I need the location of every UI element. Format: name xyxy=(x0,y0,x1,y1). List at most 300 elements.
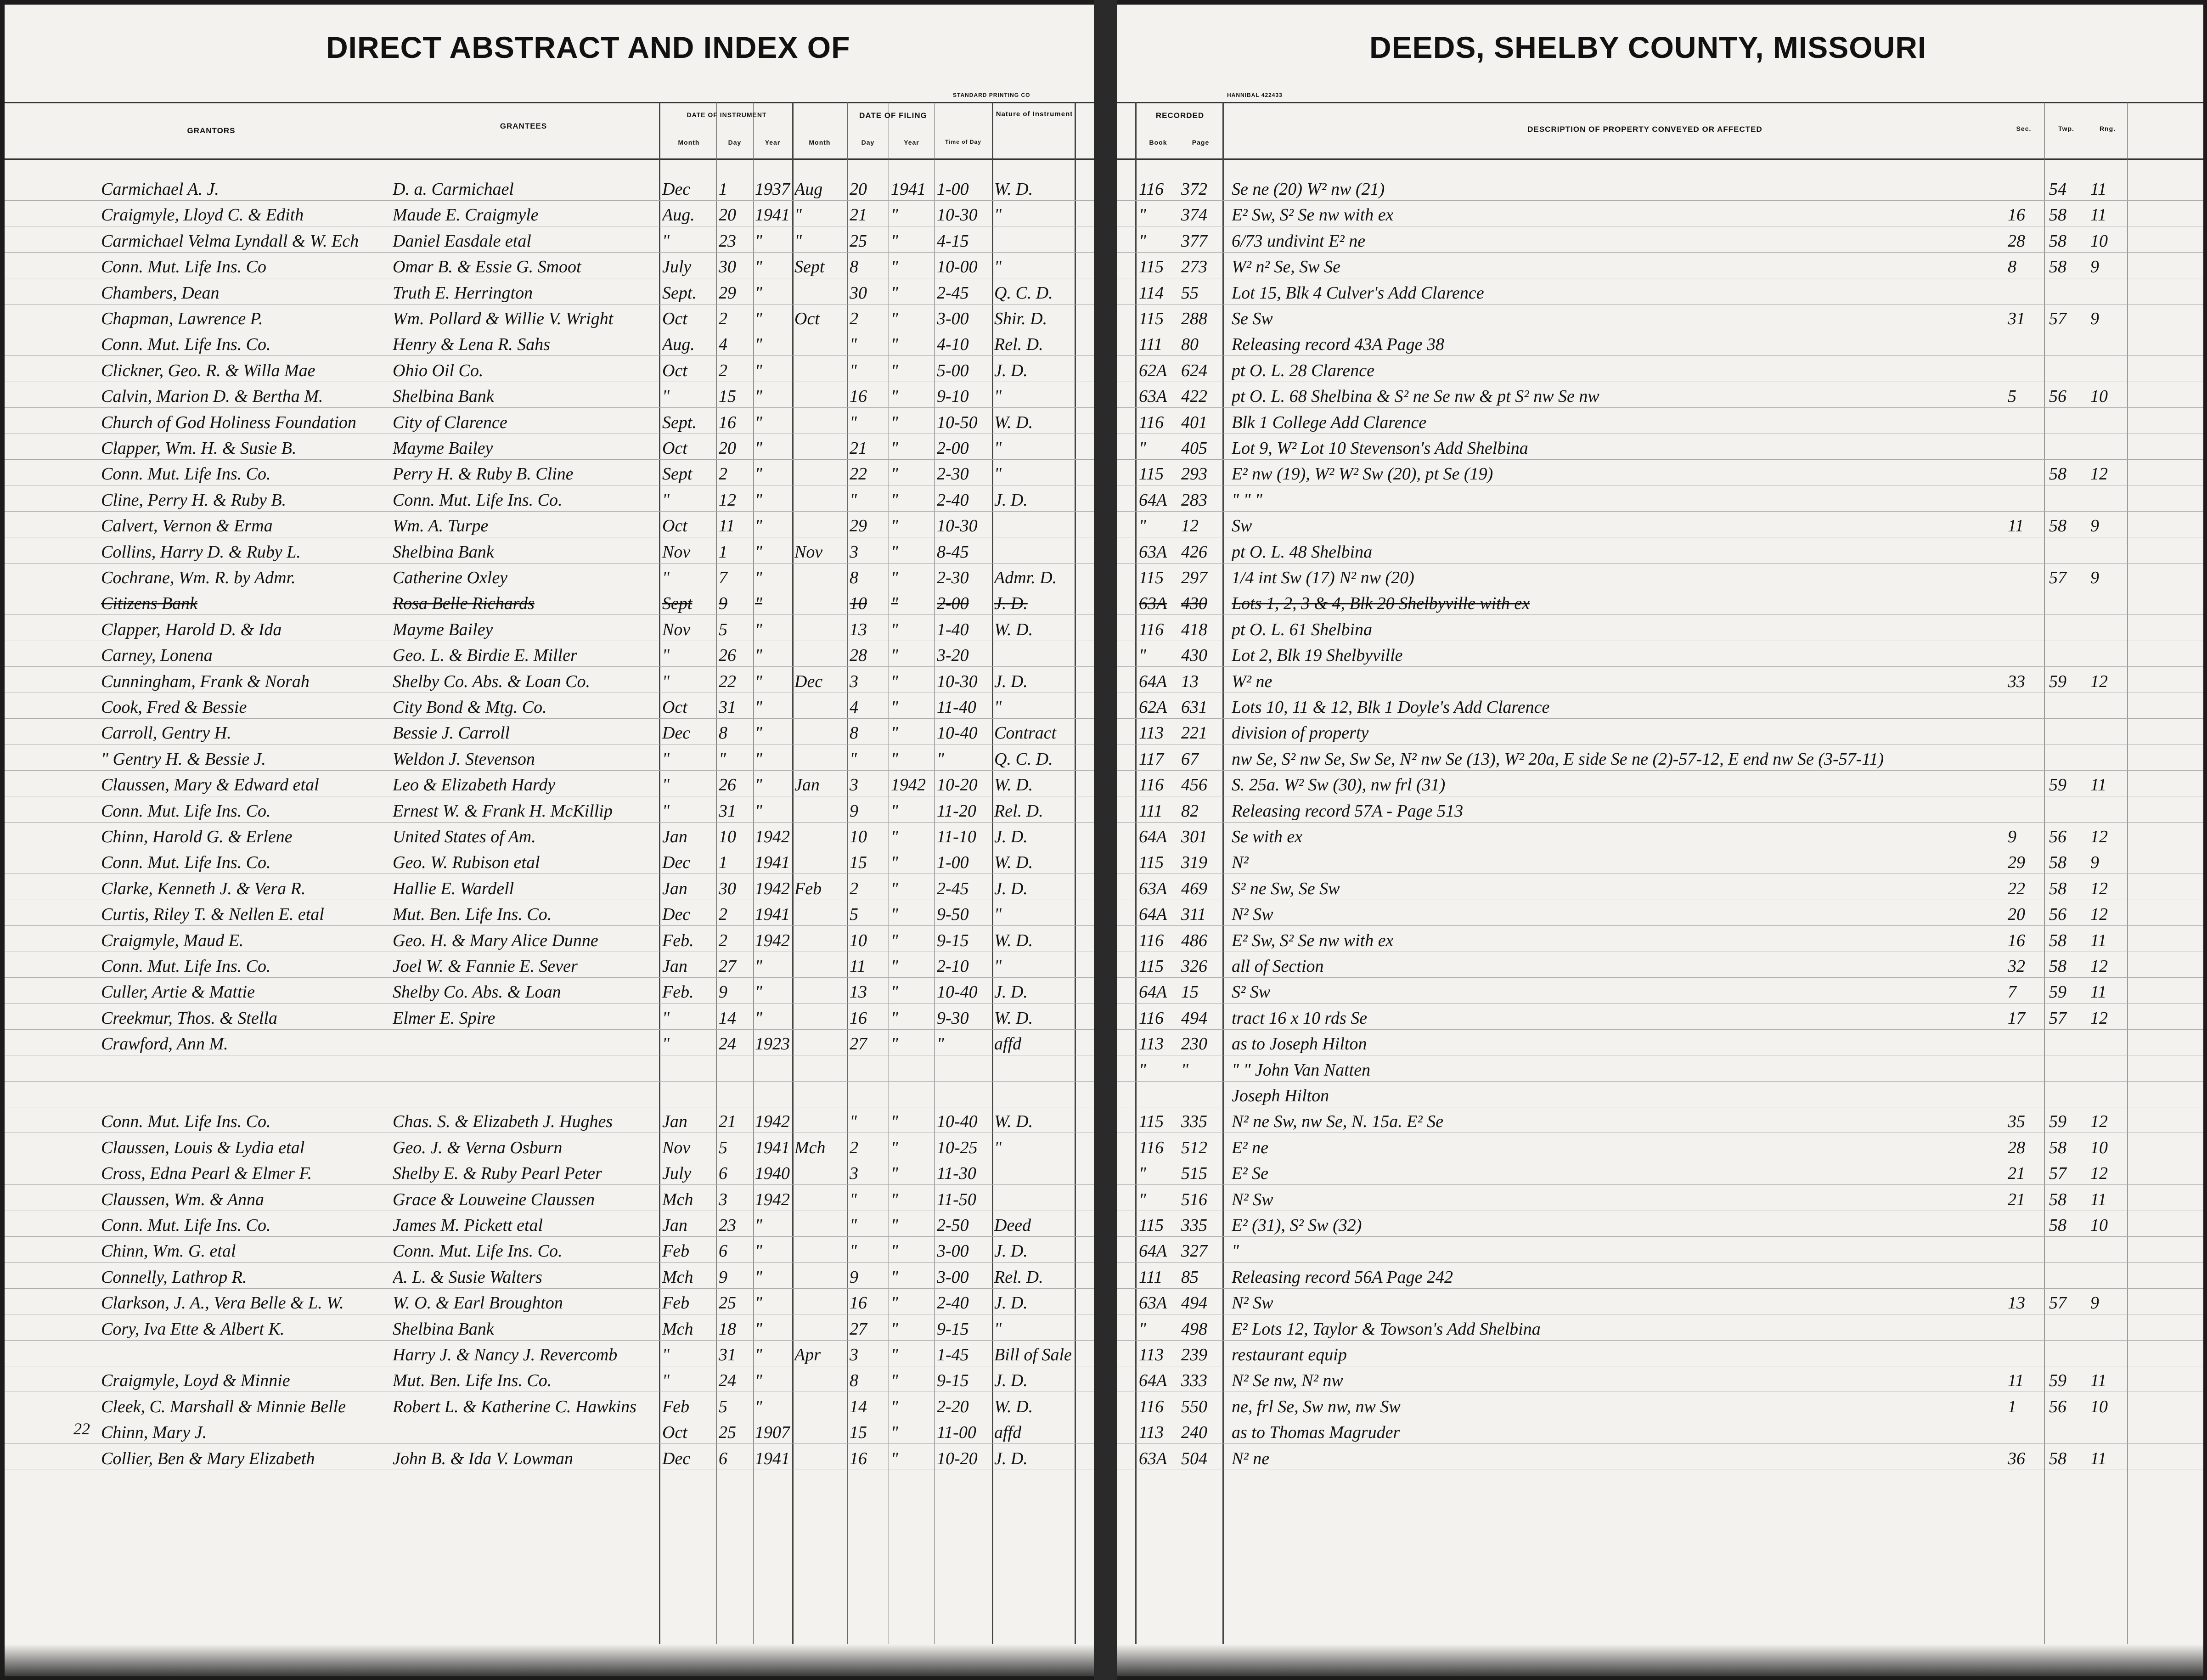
filing-day-cell-text: 4 xyxy=(850,698,858,717)
instrument-year-cell xyxy=(755,1111,792,1132)
sec-cell-text: 28 xyxy=(2008,1138,2025,1157)
instrument-month-cell-text: " xyxy=(662,775,670,795)
grantor-cell-text: Conn. Mut. Life Ins. Co. xyxy=(101,1216,271,1235)
instrument-month-cell xyxy=(662,593,715,614)
page-cell xyxy=(1181,1293,1222,1313)
instrument-year-cell-text: " xyxy=(755,568,762,587)
page-cell xyxy=(1181,1422,1222,1443)
instrument-year-cell-text: " xyxy=(755,335,762,355)
sec-cell-text: 7 xyxy=(2008,982,2016,1002)
grantor-cell xyxy=(101,542,386,562)
sec-cell xyxy=(2008,852,2042,873)
instrument-month-cell xyxy=(662,464,715,484)
row-rule xyxy=(1117,459,2203,460)
nature-cell-text: Bill of Sale xyxy=(994,1345,1072,1364)
page-cell-text: 550 xyxy=(1181,1397,1207,1416)
instrument-day-cell-text: 12 xyxy=(719,490,736,510)
time-cell xyxy=(937,1422,991,1443)
filing-year-cell xyxy=(891,231,933,251)
time-cell xyxy=(937,1163,991,1184)
book-cell-text: 64A xyxy=(1139,1241,1167,1261)
filing-month-cell xyxy=(794,879,846,899)
filing-day-cell xyxy=(850,542,887,562)
page-cell-text: 82 xyxy=(1181,801,1199,821)
book-cell xyxy=(1139,697,1178,717)
grantee-cell xyxy=(393,1267,657,1287)
instrument-month-cell-text: " xyxy=(662,801,670,821)
grantor-cell-text: Clarkson, J. A., Vera Belle & L. W. xyxy=(101,1293,344,1313)
instrument-month-cell xyxy=(662,257,715,277)
book-cell xyxy=(1139,1034,1178,1054)
instrument-day-cell-text: 7 xyxy=(719,568,727,587)
grantor-cell-text: Cory, Iva Ette & Albert K. xyxy=(101,1319,285,1339)
filing-day-cell-text: 13 xyxy=(850,982,867,1002)
nature-cell-text: " xyxy=(994,905,1002,925)
filing-month-cell-text: Mch xyxy=(794,1138,826,1157)
page-cell xyxy=(1181,1008,1222,1028)
grantee-cell xyxy=(393,334,657,355)
filing-day-cell xyxy=(850,1449,887,1469)
page-cell-text: 67 xyxy=(1181,749,1199,769)
nature-cell-text: " xyxy=(994,1138,1002,1157)
grantee-cell-text: Mayme Bailey xyxy=(393,439,493,458)
grantee-cell-text: A. L. & Susie Walters xyxy=(393,1267,542,1287)
grantee-cell-text: Shelby Co. Abs. & Loan Co. xyxy=(393,671,590,691)
book-cell-text: 115 xyxy=(1139,1216,1164,1235)
grantee-cell-text: Shelbina Bank xyxy=(393,387,494,406)
sec-cell xyxy=(2008,1111,2042,1132)
filing-month-cell-text: Aug xyxy=(794,180,823,199)
nature-cell-text: Rel. D. xyxy=(994,335,1043,355)
time-cell xyxy=(937,852,991,873)
time-cell xyxy=(937,283,991,303)
nature-cell-text: J. D. xyxy=(994,1241,1028,1261)
sec-cell xyxy=(2008,1449,2042,1469)
grantee-cell-text: City of Clarence xyxy=(393,412,507,432)
instrument-year-cell-text: " xyxy=(755,1293,762,1313)
time-cell xyxy=(937,697,991,717)
description-cell-text: N² xyxy=(1232,853,1249,873)
filing-day-cell-text: 27 xyxy=(850,1034,867,1054)
time-cell-text: 11-20 xyxy=(937,801,976,821)
filing-year-cell xyxy=(891,1319,933,1339)
filing-day-cell-text: " xyxy=(850,1241,857,1261)
instrument-month-cell-text: Feb. xyxy=(662,982,694,1002)
nature-cell xyxy=(994,309,1073,329)
sec-cell-text: 31 xyxy=(2008,309,2025,328)
time-cell xyxy=(937,1111,991,1132)
description-cell xyxy=(1232,516,2031,536)
row-rule xyxy=(1117,822,2203,823)
nature-cell-text: " xyxy=(994,698,1002,717)
left-ledger-row xyxy=(5,564,1094,590)
description-cell xyxy=(1232,542,2031,562)
filing-day-cell-text: 3 xyxy=(850,671,858,691)
instrument-year-cell-text: 1937 xyxy=(755,180,790,199)
instrument-year-cell-text: 1942 xyxy=(755,1112,790,1132)
right-ledger-row xyxy=(1117,693,2203,719)
page-cell-text: 326 xyxy=(1181,957,1207,976)
row-rule xyxy=(5,770,1094,771)
nature-cell xyxy=(994,1215,1073,1235)
rng-cell xyxy=(2090,1190,2125,1210)
instrument-month-cell-text: Feb. xyxy=(662,930,694,950)
left-ledger-row xyxy=(5,1315,1094,1341)
grantee-cell-text: Chas. S. & Elizabeth J. Hughes xyxy=(393,1112,613,1132)
sec-cell xyxy=(2008,1397,2042,1417)
grantor-cell-text: Conn. Mut. Life Ins. Co. xyxy=(101,1112,271,1132)
instrument-year-cell xyxy=(755,205,792,225)
filing-day-cell xyxy=(850,827,887,847)
rng-cell xyxy=(2090,231,2125,251)
grantee-cell-text: Weldon J. Stevenson xyxy=(393,749,535,769)
instrument-day-cell xyxy=(719,1422,752,1443)
instrument-day-cell xyxy=(719,1370,752,1391)
instrument-year-cell-text: " xyxy=(755,1371,762,1391)
filing-day-cell-text: 27 xyxy=(850,1319,867,1339)
book-cell xyxy=(1139,542,1178,562)
grantor-cell xyxy=(101,1215,386,1235)
twp-cell xyxy=(2049,309,2083,329)
instrument-month-cell-text: Feb xyxy=(662,1293,690,1313)
left-page xyxy=(5,5,1094,1676)
description-cell xyxy=(1232,749,2031,769)
instrument-month-cell-text: " xyxy=(662,568,670,587)
left-ledger-row xyxy=(5,978,1094,1004)
page-cell xyxy=(1181,412,1222,433)
nature-cell-text: affd xyxy=(994,1423,1022,1443)
twp-cell xyxy=(2049,516,2083,536)
time-cell-text: 11-10 xyxy=(937,827,976,846)
grantee-cell xyxy=(393,620,657,640)
book-cell-text: 63A xyxy=(1139,542,1167,562)
grantor-cell-text: Curtis, Riley T. & Nellen E. etal xyxy=(101,905,324,925)
page-cell-text: 418 xyxy=(1181,620,1207,639)
instrument-year-cell-text: 1941 xyxy=(755,205,790,225)
instrument-month-cell-text: Oct xyxy=(662,1423,687,1443)
right-ledger-row xyxy=(1117,538,2203,564)
book-cell xyxy=(1139,1370,1178,1391)
sec-cell xyxy=(2008,309,2042,329)
filing-year-cell xyxy=(891,1163,933,1184)
filing-year-cell xyxy=(891,1293,933,1313)
instrument-day-cell-text: 22 xyxy=(719,671,736,691)
row-rule xyxy=(1117,563,2203,564)
instrument-year-cell-text: 1942 xyxy=(755,930,790,950)
instrument-year-cell xyxy=(755,1034,792,1054)
page-cell xyxy=(1181,827,1222,847)
left-ledger-row xyxy=(5,1004,1094,1030)
page-edge xyxy=(1117,1644,2203,1676)
filing-day-cell-text: " xyxy=(850,1190,857,1209)
filing-day-cell xyxy=(850,179,887,199)
instrument-day-cell-text: 21 xyxy=(719,1112,736,1132)
description-cell-text: Releasing record 57A - Page 513 xyxy=(1232,801,1464,821)
right-ledger-row xyxy=(1117,1237,2203,1263)
instrument-day-cell xyxy=(719,852,752,873)
right-ledger-row xyxy=(1117,460,2203,486)
book-cell xyxy=(1139,1267,1178,1287)
page-cell xyxy=(1181,723,1222,743)
page-cell-text: 624 xyxy=(1181,361,1207,380)
nature-cell-text: " xyxy=(994,205,1002,225)
grantor-cell xyxy=(101,930,386,951)
grantee-cell xyxy=(393,309,657,329)
left-ledger-row xyxy=(5,1056,1094,1082)
grantee-cell xyxy=(393,257,657,277)
book-cell xyxy=(1139,1422,1178,1443)
instrument-month-cell xyxy=(662,827,715,847)
description-cell-text: restaurant equip xyxy=(1232,1345,1347,1364)
time-cell-text: 9-15 xyxy=(937,930,969,950)
left-ledger-row xyxy=(5,875,1094,901)
grantor-cell xyxy=(101,1267,386,1287)
time-cell-text: 2-40 xyxy=(937,490,969,510)
twp-cell xyxy=(2049,231,2083,251)
time-cell xyxy=(937,568,991,588)
description-cell xyxy=(1232,593,2031,614)
filing-day-cell xyxy=(850,1267,887,1287)
time-cell-text: 3-00 xyxy=(937,1241,969,1261)
filing-day-cell-text: " xyxy=(850,749,857,769)
nature-cell xyxy=(994,1422,1073,1443)
filing-year-cell xyxy=(891,1370,933,1391)
instrument-month-cell xyxy=(662,1111,715,1132)
description-cell-text: N² Sw xyxy=(1232,1293,1273,1313)
page-cell-text: 512 xyxy=(1181,1138,1207,1157)
left-page-title: DIRECT ABSTRACT AND INDEX OF xyxy=(326,30,850,64)
filing-day-cell-text: 10 xyxy=(850,594,867,614)
description-cell xyxy=(1232,1163,2031,1184)
description-cell-text: E² (31), S² Sw (32) xyxy=(1232,1216,1362,1235)
twp-cell-text: 56 xyxy=(2049,387,2066,406)
instrument-year-cell-text: " xyxy=(755,283,762,303)
page-cell-text: 430 xyxy=(1181,594,1207,614)
book-cell-text: 63A xyxy=(1139,387,1167,406)
filing-year-cell-text: " xyxy=(891,1190,898,1209)
grantee-cell-text: Geo. J. & Verna Osburn xyxy=(393,1138,563,1157)
filing-year-cell-text: " xyxy=(891,905,898,925)
instrument-month-cell-text: Dec xyxy=(662,180,691,199)
time-cell xyxy=(937,593,991,614)
sec-header: Sec. xyxy=(2016,125,2032,132)
right-ledger-row xyxy=(1117,1419,2203,1444)
nature-cell xyxy=(994,1370,1073,1391)
description-cell xyxy=(1232,1215,2031,1235)
instrument-year-cell xyxy=(755,1267,792,1287)
instrument-year-cell-text: " xyxy=(755,982,762,1002)
instrument-month-cell xyxy=(662,231,715,251)
twp-cell xyxy=(2049,1370,2083,1391)
instrument-month-cell xyxy=(662,1241,715,1261)
instrument-day-cell xyxy=(719,1449,752,1469)
filing-day-cell-text: 8 xyxy=(850,568,858,587)
filing-year-cell xyxy=(891,620,933,640)
right-ledger-row xyxy=(1117,331,2203,356)
grantee-cell-text: James M. Pickett etal xyxy=(393,1216,543,1235)
time-cell-text: 10-30 xyxy=(937,516,978,536)
nature-cell-text: Q. C. D. xyxy=(994,283,1053,303)
sec-cell-text: 22 xyxy=(2008,879,2025,898)
time-cell xyxy=(937,620,991,640)
book-cell-text: " xyxy=(1139,1060,1146,1080)
page-cell-text: 333 xyxy=(1181,1371,1207,1391)
row-rule xyxy=(1117,1340,2203,1341)
instrument-day-cell-text: 5 xyxy=(719,1138,727,1157)
sec-cell xyxy=(2008,1138,2042,1158)
filing-day-cell xyxy=(850,879,887,899)
instrument-year-cell-text: " xyxy=(755,1241,762,1261)
right-ledger-row xyxy=(1117,1445,2203,1471)
filing-year-cell xyxy=(891,464,933,484)
instrument-month-cell xyxy=(662,1293,715,1313)
instrument-month-header: Month xyxy=(678,139,700,146)
description-cell xyxy=(1232,257,2031,277)
grantee-cell-text: Daniel Easdale etal xyxy=(393,231,531,251)
instrument-year-cell xyxy=(755,1422,792,1443)
time-cell xyxy=(937,645,991,665)
grantor-cell-text: Conn. Mut. Life Ins. Co. xyxy=(101,464,271,484)
description-cell xyxy=(1232,827,2031,847)
filing-day-header: Day xyxy=(861,139,875,146)
book-cell-text: 62A xyxy=(1139,698,1167,717)
instrument-year-cell-text: " xyxy=(755,801,762,821)
right-ledger-row xyxy=(1117,823,2203,849)
filing-year-cell-text: " xyxy=(891,723,898,743)
right-ledger-row xyxy=(1117,564,2203,590)
nature-cell xyxy=(994,1267,1073,1287)
instrument-month-cell xyxy=(662,1267,715,1287)
description-cell-text: W² ne xyxy=(1232,671,1272,691)
filing-year-cell-text: " xyxy=(891,1241,898,1261)
filing-month-cell-text: Sept xyxy=(794,257,825,277)
instrument-day-cell xyxy=(719,283,752,303)
instrument-month-cell xyxy=(662,179,715,199)
filing-day-cell-text: 22 xyxy=(850,464,867,484)
instrument-year-cell-text: " xyxy=(755,1267,762,1287)
instrument-year-cell-text: " xyxy=(755,257,762,277)
left-ledger-row xyxy=(5,1186,1094,1212)
book-cell-text: 116 xyxy=(1139,620,1164,639)
twp-cell xyxy=(2049,982,2083,1002)
instrument-year-cell xyxy=(755,1008,792,1028)
grantor-cell-text: Citizens Bank xyxy=(101,594,198,614)
grantor-cell xyxy=(101,671,386,692)
filing-day-cell xyxy=(850,593,887,614)
instrument-month-cell xyxy=(662,1138,715,1158)
twp-cell xyxy=(2049,568,2083,588)
nature-cell-text: J. D. xyxy=(994,671,1028,691)
rng-cell-text: 9 xyxy=(2090,853,2099,873)
description-cell-text: E² Sw, S² Se nw with ex xyxy=(1232,930,1394,950)
instrument-month-cell xyxy=(662,516,715,536)
description-cell xyxy=(1232,283,2031,303)
header-rule-top xyxy=(5,102,1094,103)
description-cell-text: Lots 10, 11 & 12, Blk 1 Doyle's Add Clarence xyxy=(1232,698,1550,717)
book-cell-text: 62A xyxy=(1139,361,1167,380)
left-ledger-row xyxy=(5,1108,1094,1133)
instrument-year-cell-text: " xyxy=(755,620,762,639)
grantee-cell xyxy=(393,231,657,251)
filing-day-cell xyxy=(850,852,887,873)
nature-cell xyxy=(994,1111,1073,1132)
row-rule xyxy=(1117,355,2203,356)
left-ledger-row xyxy=(5,797,1094,823)
grantor-cell-text: Cook, Fred & Bessie xyxy=(101,698,247,717)
filing-year-cell-text: " xyxy=(891,387,898,406)
filing-day-cell xyxy=(850,1241,887,1261)
filing-year-cell xyxy=(891,723,933,743)
grantor-cell xyxy=(101,723,386,743)
filing-day-cell xyxy=(850,1138,887,1158)
page-cell xyxy=(1181,852,1222,873)
page-cell-text: 335 xyxy=(1181,1112,1207,1132)
time-cell xyxy=(937,1034,991,1054)
description-cell-text: tract 16 x 10 rds Se xyxy=(1232,1008,1368,1028)
grantor-cell xyxy=(101,1370,386,1391)
margin-note: 22 xyxy=(73,1420,90,1438)
time-cell xyxy=(937,231,991,251)
grantee-cell-text: Shelbina Bank xyxy=(393,1319,494,1339)
row-rule xyxy=(5,1288,1094,1289)
instrument-month-cell xyxy=(662,334,715,355)
filing-day-cell xyxy=(850,801,887,821)
instrument-day-cell-text: 23 xyxy=(719,231,736,251)
time-cell-text: 2-10 xyxy=(937,957,969,976)
instrument-day-cell-text: 2 xyxy=(719,930,727,950)
twp-cell-text: 57 xyxy=(2049,1293,2066,1313)
book-cell xyxy=(1139,1138,1178,1158)
instrument-month-cell-text: Feb xyxy=(662,1241,690,1261)
sec-cell xyxy=(2008,516,2042,536)
instrument-month-cell-text: Aug. xyxy=(662,205,695,225)
grantee-cell xyxy=(393,1163,657,1184)
grantee-cell xyxy=(393,852,657,873)
twp-cell xyxy=(2049,205,2083,225)
filing-day-cell xyxy=(850,309,887,329)
book-cell xyxy=(1139,231,1178,251)
filing-year-cell xyxy=(891,775,933,795)
instrument-day-cell xyxy=(719,879,752,899)
left-ledger-row xyxy=(5,901,1094,926)
description-cell xyxy=(1232,879,2031,899)
description-cell xyxy=(1232,852,2031,873)
instrument-year-cell xyxy=(755,1138,792,1158)
instrument-day-cell xyxy=(719,930,752,951)
filing-year-header: Year xyxy=(904,139,919,146)
grantee-cell-text: Mayme Bailey xyxy=(393,620,493,639)
instrument-day-cell-text: 25 xyxy=(719,1293,736,1313)
right-ledger-row xyxy=(1117,927,2203,953)
description-cell xyxy=(1232,464,2031,484)
filing-year-cell-text: " xyxy=(891,594,898,614)
filing-day-cell xyxy=(850,982,887,1002)
time-cell xyxy=(937,1008,991,1028)
left-ledger-row xyxy=(5,1212,1094,1237)
grantor-cell xyxy=(101,1241,386,1261)
nature-cell-text: J. D. xyxy=(994,827,1028,846)
instrument-month-cell-text: Sept. xyxy=(662,283,697,303)
filing-day-cell xyxy=(850,1111,887,1132)
grantee-cell-text: Conn. Mut. Life Ins. Co. xyxy=(393,1241,563,1261)
description-cell xyxy=(1232,1034,2031,1054)
time-cell-text: 10-00 xyxy=(937,257,978,277)
sec-cell-text: 28 xyxy=(2008,231,2025,251)
description-cell-text: Lots 1, 2, 3 & 4, Blk 20 Shelbyville with ex xyxy=(1232,594,1530,614)
rng-cell xyxy=(2090,179,2125,199)
nature-cell-text: " xyxy=(994,257,1002,277)
rng-cell xyxy=(2090,982,2125,1002)
